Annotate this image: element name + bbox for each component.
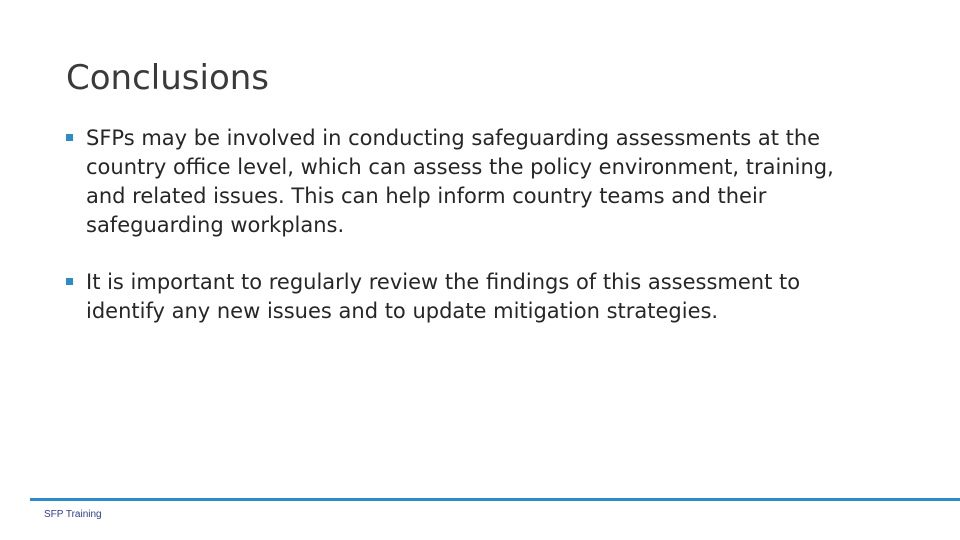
bullet-text: It is important to regularly review the findings of this assessment to identify any new issues and to update mitigation strategies. [86, 270, 801, 323]
bullet-list [66, 124, 866, 354]
bullet-item [66, 268, 866, 326]
square-bullet-icon [66, 278, 73, 285]
footer-label: SFP Training [44, 509, 102, 520]
footer-divider [30, 498, 960, 501]
square-bullet-icon [66, 134, 73, 141]
bullet-item [66, 124, 866, 240]
slide-title: Conclusions [66, 58, 270, 98]
bullet-text: SFPs may be involved in conducting safeguarding assessments at the country office level, which can assess the policy environment, training, and related issues. This can help inform country teams and their safeguarding workplans. [86, 126, 834, 237]
